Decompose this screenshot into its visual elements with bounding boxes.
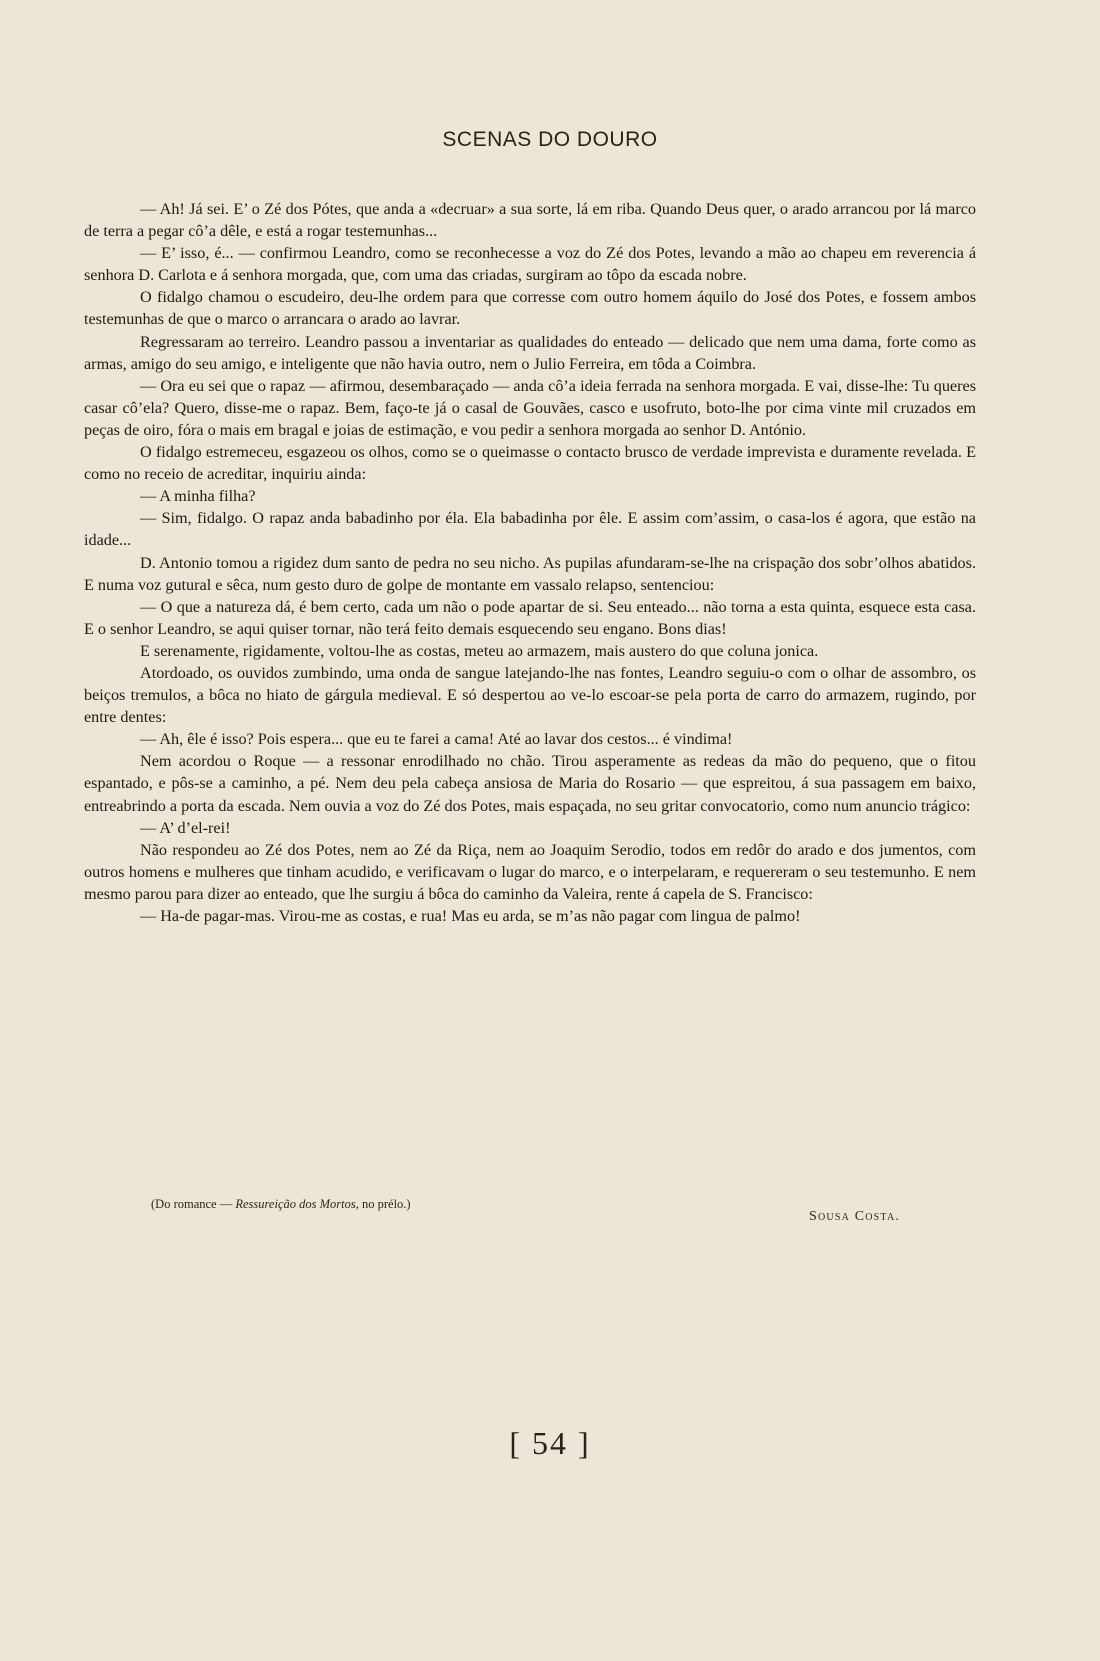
paragraph: Regressaram ao terreiro. Leandro passou a inventariar as qualidades do enteado — delicado que nem uma dama, forte como as armas, amigo do seu amigo, e inteligente que não havia outro, nem o Julio Ferreira, em tôda a Coimbra. [84, 332, 976, 373]
paragraph: D. Antonio tomou a rigidez dum santo de pedra no seu nicho. As pupilas afundaram-se-lhe na crispação dos sobr’olhos abatidos. E numa voz gutural e sêca, num gesto duro de golpe de montante em vassalo relapso, sentenciou: [84, 553, 976, 594]
page-number: [ 54 ] [509, 1425, 591, 1461]
credit-prefix: (Do romance — [151, 1197, 236, 1211]
paragraph: — A minha filha? [140, 487, 256, 506]
running-title: SCENAS DO DOURO [442, 128, 658, 151]
source-credit [151, 1197, 411, 1212]
author-signature: Sousa Costa. [809, 1209, 901, 1224]
paragraph: Nem acordou o Roque — a ressonar enrodilhado no chão. Tirou asperamente as redeas da mão do pequeno, que o fitou espantado, e pôs-se a caminho, a pé. Nem deu pela cabeça ansiosa de Maria do Rosario — que espreitou, á sua passagem em baixo, entreabrindo a porta da escada. Nem ouvia a voz do Zé dos Potes, mais espaçada, no seu gritar convocatorio, como num anuncio trágico: [84, 752, 976, 815]
paragraph: — Ah, êle é isso? Pois espera... que eu te farei a cama! Até ao lavar dos cestos... é vindima! [140, 730, 733, 749]
paragraph: — Sim, fidalgo. O rapaz anda babadinho por éla. Ela babadinha por êle. E assim com’assim, o casa-los é agora, que estão na idade... [84, 509, 976, 550]
paragraph: — O que a natureza dá, é bem certo, cada um não o pode apartar de si. Seu enteado... não torna a esta quinta, esquece esta casa. E o senhor Leandro, se aqui quiser tornar, não terá feito demais esquecendo seu engano. Bons dias! [84, 597, 976, 638]
credit-title: Ressureição dos Mortos [235, 1197, 356, 1211]
paragraph: O fidalgo chamou o escudeiro, deu-lhe ordem para que corresse com outro homem áquilo do José dos Potes, e fossem ambos testemunhas de que o marco o arrancara o arado ao lavrar. [84, 288, 976, 329]
paragraph: — A’ d’el-rei! [140, 818, 231, 837]
paragraph: E serenamente, rigidamente, voltou-lhe as costas, meteu ao armazem, mais austero do que coluna jonica. [140, 641, 819, 660]
credit-suffix: , no prélo.) [355, 1197, 411, 1211]
body-text [84, 198, 976, 927]
paragraph: — Ora eu sei que o rapaz — afirmou, desembaraçado — anda cô’a ideia ferrada na senhora morgada. E vai, disse-lhe: Tu queres casar cô’ela? Quero, disse-me o rapaz. Bem, faço-te já o casal de Gouvães, casco e usofruto, boto-lhe por cima vinte mil cruzados em peças de oiro, fóra o mais em bragal e joias de estimação, e vou pedir a senhora morgada ao senhor D. António. [84, 376, 976, 439]
paragraph: — Ha-de pagar-mas. Virou-me as costas, e rua! Mas eu arda, se m’as não pagar com lingua de palmo! [140, 907, 801, 925]
paragraph: Atordoado, os ouvidos zumbindo, uma onda de sangue latejando-lhe nas fontes, Leandro seguiu-o com o olhar de assombro, os beiços tremulos, a bôca no hiato de gárgula medieval. E só despertou ao ve-lo escoar-se pela porta de carro do armazem, rugindo, por entre dentes: [84, 663, 976, 727]
paragraph: O fidalgo estremeceu, esgazeou os olhos, como se o queimasse o contacto brusco de verdade imprevista e duramente revelada. E como no receio de acreditar, inquiriu ainda: [84, 443, 976, 484]
paragraph: — E’ isso, é... — confirmou Leandro, como se reconhecesse a voz do Zé dos Potes, levando a mão ao chapeu em reverencia á senhora D. Carlota e á senhora morgada, que, com uma das criadas, surgiram ao tôpo da escada nobre. [84, 244, 976, 285]
paragraph: Não respondeu ao Zé dos Potes, nem ao Zé da Riça, nem ao Joaquim Serodio, todos em redôr do arado e dos jumentos, com outros homens e mulheres que tinham acudido, e verificavam o lugar do marco, e o interpelaram, e requereram o seu testemunho. E nem mesmo parou para dizer ao enteado, que lhe surgiu á bôca do caminho da Valeira, rente á capela de S. Francisco: [84, 840, 976, 903]
paragraph: — Ah! Já sei. E’ o Zé dos Pótes, que anda a «decruar» a sua sorte, lá em riba. Quando Deus quer, o arado arrancou por lá marco de terra a pegar cô’a dêle, e está a rogar testemunhas... [84, 200, 976, 241]
